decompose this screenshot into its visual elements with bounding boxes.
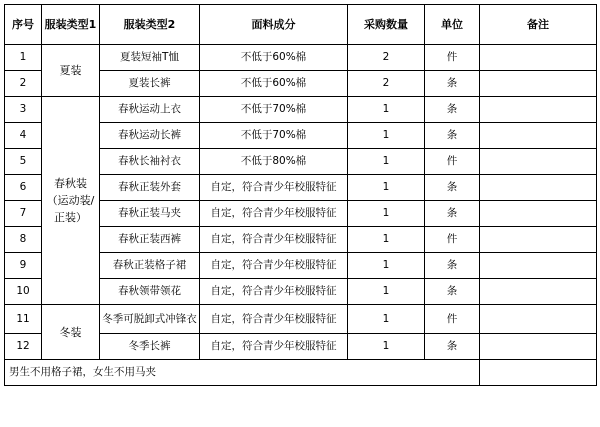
header-remark: 备注 [480, 5, 597, 45]
cell-type2: 冬季可脱卸式冲锋衣 [100, 305, 200, 334]
cell-type2: 夏装短袖T恤 [100, 45, 200, 71]
cell-seq: 7 [5, 201, 42, 227]
cell-remark [480, 279, 597, 305]
cell-seq: 1 [5, 45, 42, 71]
cell-seq: 8 [5, 227, 42, 253]
cell-unit: 条 [425, 253, 480, 279]
cell-quantity: 1 [348, 227, 425, 253]
cell-remark [480, 149, 597, 175]
cell-fabric: 自定，符合青少年校服特征 [200, 253, 348, 279]
group-summer: 夏装 [42, 45, 100, 97]
table-row [5, 97, 597, 123]
cell-quantity: 1 [348, 253, 425, 279]
cell-fabric: 不低于60%棉 [200, 71, 348, 97]
cell-seq: 2 [5, 71, 42, 97]
header-seq: 序号 [5, 5, 42, 45]
cell-type2: 夏装长裤 [100, 71, 200, 97]
cell-quantity: 2 [348, 71, 425, 97]
cell-type2: 春秋正装西裤 [100, 227, 200, 253]
cell-unit: 件 [425, 45, 480, 71]
procurement-table [4, 4, 597, 386]
footnote-text: 男生不用格子裙，女生不用马夹 [5, 360, 480, 386]
group-winter: 冬装 [42, 305, 100, 360]
cell-quantity: 1 [348, 97, 425, 123]
table-row [5, 305, 597, 334]
cell-quantity: 1 [348, 279, 425, 305]
cell-type2: 春秋运动长裤 [100, 123, 200, 149]
cell-remark [480, 253, 597, 279]
cell-remark [480, 305, 597, 334]
cell-unit: 条 [425, 201, 480, 227]
cell-seq: 4 [5, 123, 42, 149]
cell-seq: 9 [5, 253, 42, 279]
header-unit: 单位 [425, 5, 480, 45]
cell-type2: 春秋正装外套 [100, 175, 200, 201]
cell-seq: 3 [5, 97, 42, 123]
cell-unit: 条 [425, 97, 480, 123]
header-fabric: 面料成分 [200, 5, 348, 45]
cell-fabric: 不低于70%棉 [200, 97, 348, 123]
cell-seq: 6 [5, 175, 42, 201]
cell-quantity: 1 [348, 149, 425, 175]
cell-remark [480, 175, 597, 201]
cell-type2: 春秋领带领花 [100, 279, 200, 305]
cell-remark [480, 201, 597, 227]
footnote-remark-cell [480, 360, 597, 386]
cell-remark [480, 123, 597, 149]
cell-remark [480, 334, 597, 360]
cell-unit: 件 [425, 149, 480, 175]
header-quantity: 采购数量 [348, 5, 425, 45]
cell-type2: 冬季长裤 [100, 334, 200, 360]
cell-remark [480, 227, 597, 253]
cell-unit: 条 [425, 279, 480, 305]
cell-unit: 条 [425, 71, 480, 97]
cell-type2: 春秋正装格子裙 [100, 253, 200, 279]
cell-quantity: 2 [348, 45, 425, 71]
cell-fabric: 自定，符合青少年校服特征 [200, 227, 348, 253]
footnote-row [5, 360, 597, 386]
header-type1: 服装类型1 [42, 5, 100, 45]
header-type2: 服装类型2 [100, 5, 200, 45]
cell-unit: 件 [425, 227, 480, 253]
cell-fabric: 自定，符合青少年校服特征 [200, 201, 348, 227]
cell-seq: 5 [5, 149, 42, 175]
cell-unit: 条 [425, 175, 480, 201]
cell-quantity: 1 [348, 201, 425, 227]
cell-type2: 春秋运动上衣 [100, 97, 200, 123]
header-row [5, 5, 597, 45]
cell-remark [480, 97, 597, 123]
cell-fabric: 自定，符合青少年校服特征 [200, 175, 348, 201]
cell-fabric: 自定，符合青少年校服特征 [200, 305, 348, 334]
cell-quantity: 1 [348, 305, 425, 334]
table-row [5, 45, 597, 71]
cell-fabric: 不低于80%棉 [200, 149, 348, 175]
cell-seq: 12 [5, 334, 42, 360]
cell-unit: 条 [425, 334, 480, 360]
cell-quantity: 1 [348, 334, 425, 360]
cell-remark [480, 71, 597, 97]
cell-fabric: 不低于60%棉 [200, 45, 348, 71]
cell-type2: 春秋长袖衬衣 [100, 149, 200, 175]
cell-fabric: 自定，符合青少年校服特征 [200, 334, 348, 360]
cell-unit: 件 [425, 305, 480, 334]
group-spring-autumn: 春秋装（运动装/正装） [42, 97, 100, 305]
cell-fabric: 自定，符合青少年校服特征 [200, 279, 348, 305]
cell-unit: 条 [425, 123, 480, 149]
cell-seq: 10 [5, 279, 42, 305]
cell-quantity: 1 [348, 123, 425, 149]
cell-seq: 11 [5, 305, 42, 334]
cell-quantity: 1 [348, 175, 425, 201]
cell-type2: 春秋正装马夹 [100, 201, 200, 227]
cell-remark [480, 45, 597, 71]
cell-fabric: 不低于70%棉 [200, 123, 348, 149]
